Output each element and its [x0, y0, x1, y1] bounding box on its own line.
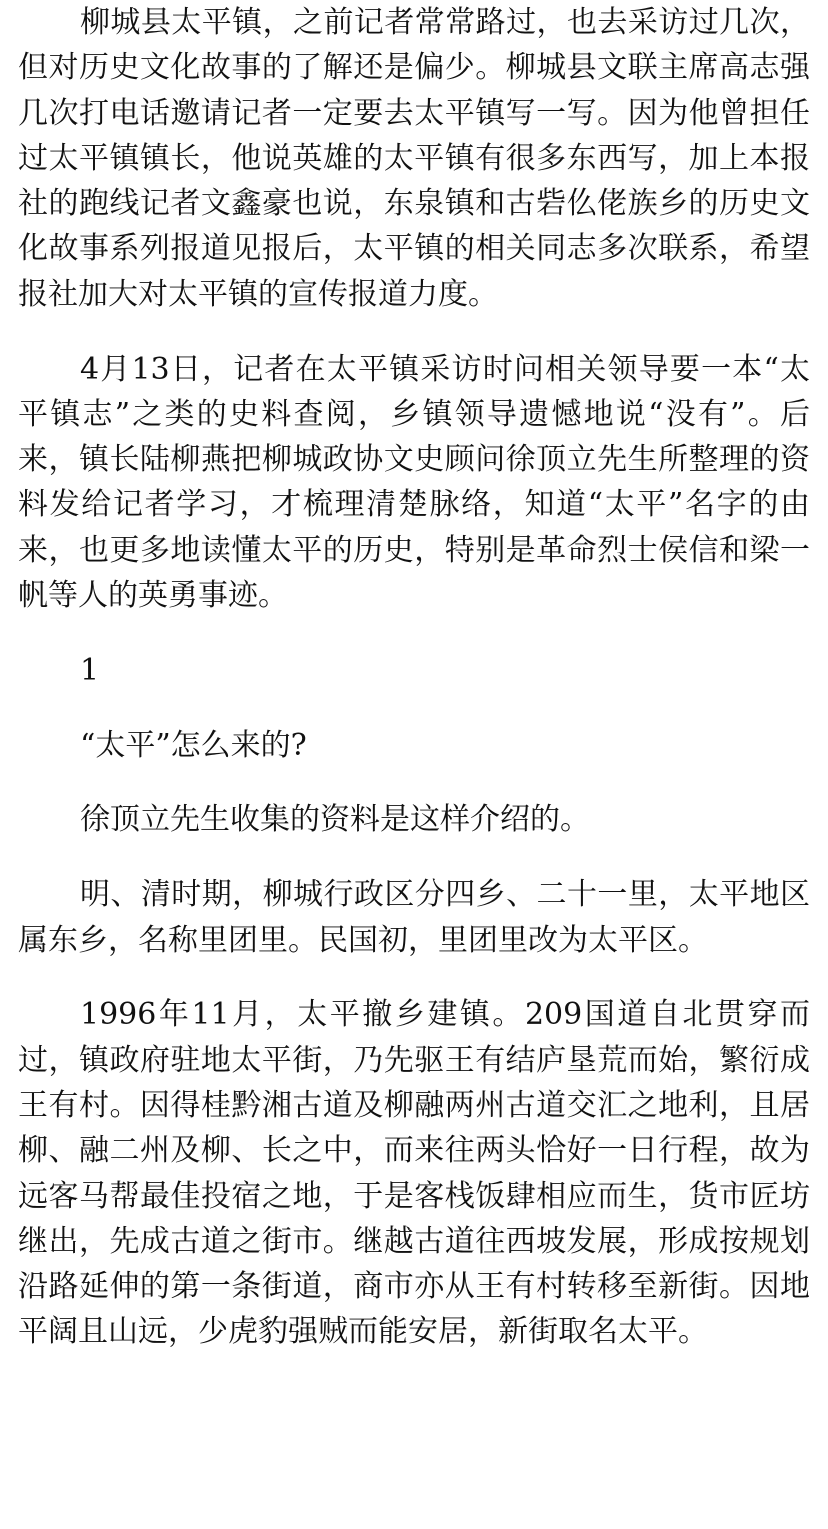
paragraph-ming-qing: 明、清时期，柳城行政区分四乡、二十一里，太平地区属东乡，名称里团里。民国初，里团里改为太平区。 — [18, 877, 810, 958]
paragraph-1996: 1996年11月，太平撤乡建镇。209国道自北贯穿而过，镇政府驻地太平街，乃先驱王有结庐垦荒而始，繁衍成王有村。因得桂黔湘古道及柳融两州古道交汇之地利，且居柳、融二州及柳、长之中，而来往两头恰好一日行程，故为远客马帮最佳投宿之地，于是客栈饭肆相应而生，货市匠坊继出，先成古道之街市。继越古道往西坡发展，形成按规划沿路延伸的第一条街道，商市亦从王有村转移至新街。因地平阔且山远，少虎豹强贼而能安居，新街取名太平。 — [18, 997, 810, 1350]
paragraph-intro: 柳城县太平镇，之前记者常常路过，也去采访过几次，但对历史文化故事的了解还是偏少。柳城县文联主席高志强几次打电话邀请记者一定要去太平镇写一写。因为他曾担任过太平镇镇长，他说英雄的太平镇有很多东西写，加上本报社的跑线记者文鑫豪也说，东泉镇和古砦仫佬族乡的历史文化故事系列报道见报后，太平镇的相关同志多次联系，希望报社加大对太平镇的宣传报道力度。 — [18, 5, 810, 312]
section-heading: “太平”怎么来的? — [80, 727, 307, 763]
paragraph-source: 徐顶立先生收集的资料是这样介绍的。 — [80, 802, 590, 838]
section-number: 1 — [80, 652, 100, 688]
paragraph-interview: 4月13日，记者在太平镇采访时问相关领导要一本“太平镇志”之类的史料查阅，乡镇领导遗憾地说“没有”。后来，镇长陆柳燕把柳城政协文史顾问徐顶立先生所整理的资料发给记者学习，才梳理清楚脉络，知道“太平”名字的由来，也更多地读懂太平的历史，特别是革命烈士侯信和梁一帆等人的英勇事迹。 — [18, 351, 810, 614]
